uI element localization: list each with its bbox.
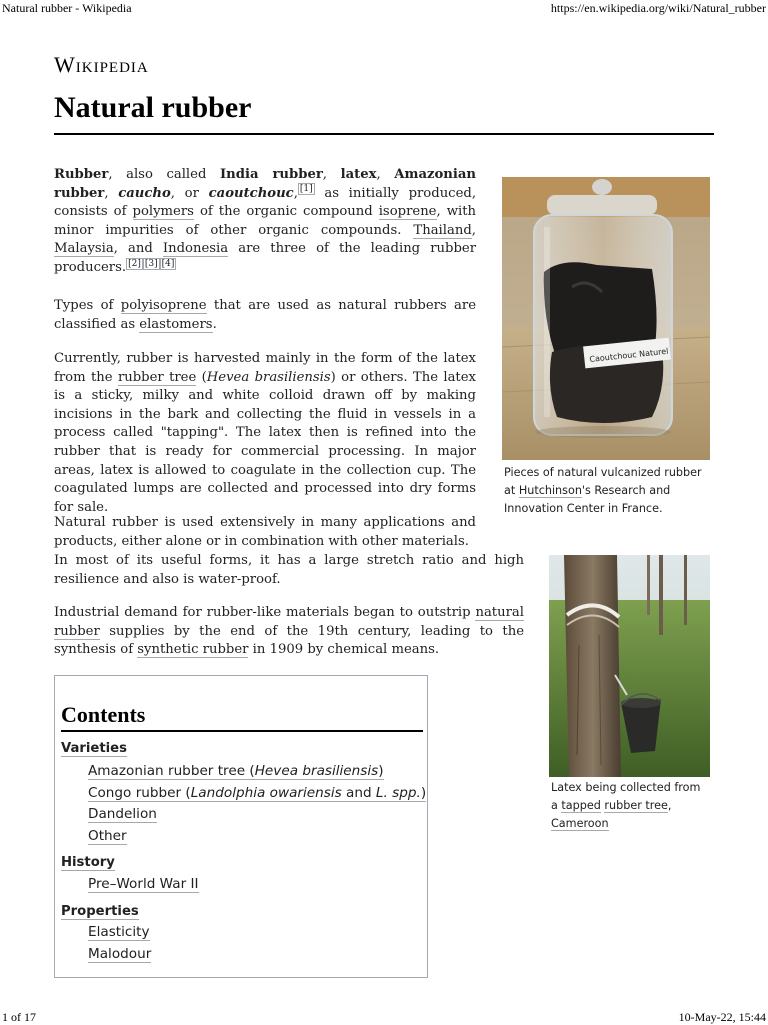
bold-term: latex — [340, 167, 377, 182]
page-title-header: Natural rubber - Wikipedia — [2, 1, 132, 15]
toc-item[interactable]: Pre–World War II — [88, 876, 199, 892]
figure-caption-tree: Latex being collected from a tapped rubber tree, Cameroon — [551, 781, 701, 830]
bold-term: caucho — [118, 185, 171, 201]
jar-label-text: Caoutchouc Naturel — [588, 346, 669, 364]
link-polyisoprene[interactable]: polyisoprene — [120, 298, 207, 313]
link-thailand[interactable]: Thailand — [413, 222, 472, 238]
print-footer — [0, 1008, 768, 1024]
link-elastomers[interactable]: elastomers — [139, 316, 213, 332]
page-title: Natural rubber — [54, 91, 714, 135]
link-rubber-tree[interactable]: rubber tree — [117, 369, 197, 385]
table-of-contents — [54, 675, 428, 978]
demand-paragraph: Industrial demand for rubber-like materials began to outstrip natural rubber supplies by the end of the 19th century, leading to the synthesis of synthetic rubber in 1909 by chemical means. — [54, 605, 524, 658]
toc-item[interactable]: Other — [88, 828, 127, 844]
link-natural-rubber[interactable]: natural rubber — [54, 605, 524, 639]
tapped-tree-illustration — [549, 555, 710, 777]
rubber-jar-illustration — [502, 177, 710, 460]
bold-term: Amazonian rubber — [54, 167, 477, 201]
link-indonesia[interactable]: Indonesia — [162, 241, 229, 257]
citation-link[interactable]: [3] — [144, 258, 158, 269]
page-url: https://en.wikipedia.org/wiki/Natural_rubber — [550, 1, 766, 15]
harvest-paragraph: Currently, rubber is harvested mainly in the form of the latex from the rubber tree (Hevea brasiliensis) or others. The latex is a sticky, milky and white colloid drawn off by making incisions in the bark and collecting the fluid in vessels in a process called "tapping". The latex then is refined into the rubber that is ready for commercial processing. In major areas, latex is allowed to coagulate in the collection cup. The coagulated lumps are collected and processed into dry forms for sale. — [54, 351, 476, 515]
toc-item[interactable]: Dandelion — [88, 806, 157, 822]
toc-item[interactable]: Elasticity — [88, 924, 150, 940]
link-polymers[interactable]: polymers — [132, 204, 194, 220]
link-synthetic-rubber[interactable]: synthetic rubber — [137, 642, 249, 658]
citation-link[interactable]: [1] — [299, 184, 313, 195]
bold-term: caoutchouc — [208, 185, 294, 201]
toc-title: Contents — [61, 702, 423, 732]
link-tapped[interactable]: tapped — [561, 799, 601, 812]
uses-paragraph-a: Natural rubber is used extensively in many applications and products, either alone or in combination with other materials. — [54, 515, 476, 549]
toc-section-history[interactable]: History — [61, 855, 115, 870]
wikipedia-wordmark[interactable]: Wikipedia — [54, 52, 149, 77]
bold-term: Rubber — [54, 167, 109, 182]
figure-caption-jar: Pieces of natural vulcanized rubber at Hutchinson's Research and Innovation Center in France. — [504, 466, 702, 515]
print-header — [0, 0, 768, 16]
link-isoprene[interactable]: isoprene — [378, 204, 437, 220]
toc-section-varieties[interactable]: Varieties — [61, 741, 127, 756]
toc-item[interactable]: Amazonian rubber tree (Hevea brasiliensis) — [88, 763, 384, 779]
rubber-jar-image[interactable] — [502, 177, 710, 460]
toc-item[interactable]: Congo rubber (Landolphia owariensis and L. spp.) — [88, 785, 427, 801]
citation-link[interactable]: [4] — [161, 258, 175, 269]
tapped-tree-image[interactable] — [549, 555, 710, 777]
link-malaysia[interactable]: Malaysia — [54, 241, 114, 257]
print-timestamp: 10-May-22, 15:44 — [678, 1010, 766, 1024]
toc-item[interactable]: Malodour — [88, 946, 152, 962]
toc-section-properties[interactable]: Properties — [61, 904, 139, 919]
link-rubber-tree-caption[interactable]: rubber tree — [604, 799, 668, 812]
uses-paragraph-b: In most of its useful forms, it has a large stretch ratio and high resilience and also is water-proof. — [54, 553, 524, 587]
page-counter: 1 of 17 — [2, 1010, 36, 1024]
link-cameroon[interactable]: Cameroon — [551, 817, 609, 830]
citation-link[interactable]: [2] — [128, 258, 141, 269]
link-hutchinson[interactable]: Hutchinson — [518, 484, 582, 497]
intro-paragraph: Rubber, also called India rubber, latex, Amazonian rubber, caucho, or caoutchouc, [1] as initially produced, consists of polymers of the organic compound isoprene, with minor impurities of other organic compounds. Thailand, Malaysia, and Indonesia are three of the leading rubber producers. [2] [3] [4] — [54, 167, 477, 275]
bold-term: India rubber — [219, 167, 323, 182]
types-paragraph: Types of polyisoprene that are used as natural rubbers are classified as elastomers. — [54, 298, 477, 332]
